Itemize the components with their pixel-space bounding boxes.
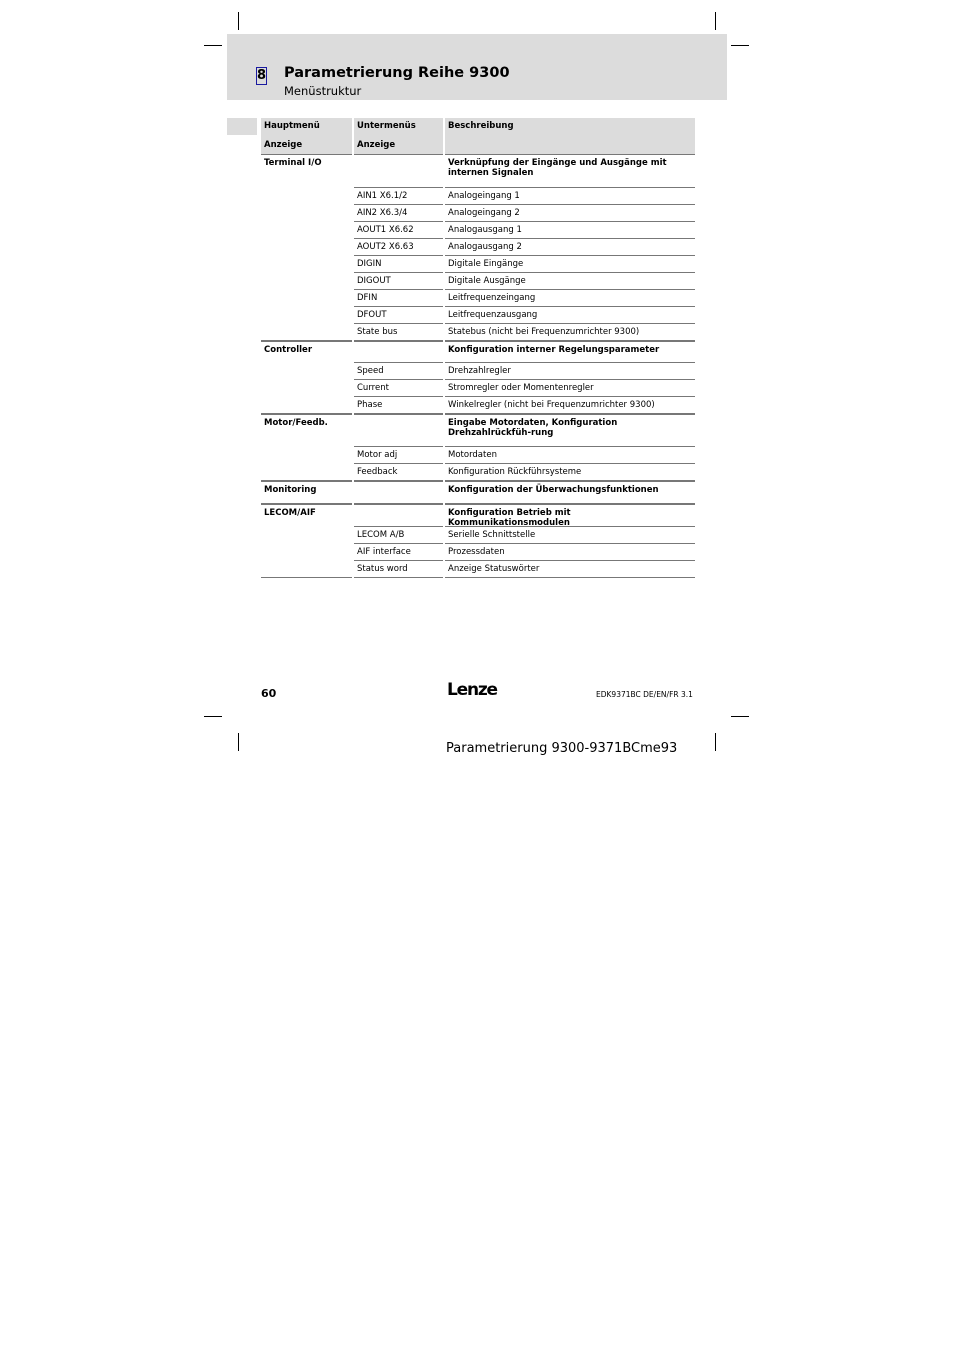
cell-description: Leitfrequenzeingang — [445, 290, 695, 307]
cell-submenu: AOUT2 X6.63 — [354, 239, 443, 256]
cell-main-menu — [261, 256, 352, 273]
table-row — [261, 222, 695, 239]
cell-description: Serielle Schnittstelle — [445, 527, 695, 544]
table-row — [261, 341, 695, 363]
table-row — [261, 307, 695, 324]
cell-description: Konfiguration der Überwachungsfunktionen — [445, 481, 695, 504]
cell-description: Anzeige Statuswörter — [445, 561, 695, 578]
cell-main-menu — [261, 273, 352, 290]
cell-description: Konfiguration Betrieb mit Kommunikationsmodulen — [445, 504, 695, 527]
table-row — [261, 290, 695, 307]
cell-main-menu: Monitoring — [261, 481, 352, 504]
document-caption: Parametrierung 9300-9371BCme93 — [446, 741, 678, 756]
cell-main-menu: Motor/Feedb. — [261, 414, 352, 447]
crop-mark-top-left-vertical — [238, 12, 239, 30]
cell-main-menu — [261, 464, 352, 481]
crop-mark-bottom-left-vertical — [238, 733, 239, 751]
table-row — [261, 464, 695, 481]
crop-mark-top-right-vertical — [715, 12, 716, 30]
crop-mark-bottom-right-horizontal — [731, 716, 749, 717]
cell-submenu: Speed — [354, 363, 443, 380]
cell-main-menu — [261, 222, 352, 239]
side-marker — [227, 118, 257, 135]
cell-description: Prozessdaten — [445, 544, 695, 561]
table-row — [261, 363, 695, 380]
cell-main-menu — [261, 205, 352, 222]
cell-description: Statebus (nicht bei Frequenzumrichter 9300) — [445, 324, 695, 341]
cell-submenu — [354, 504, 443, 527]
page-subtitle: Menüstruktur — [284, 84, 362, 98]
cell-submenu: AIF interface — [354, 544, 443, 561]
cell-main-menu: Anzeige — [261, 137, 352, 154]
cell-description: Konfiguration Rückführsysteme — [445, 464, 695, 481]
table-row — [261, 324, 695, 341]
chapter-number: 8 — [257, 68, 267, 83]
table-row — [261, 380, 695, 397]
cell-description — [445, 137, 695, 154]
cell-submenu: Feedback — [354, 464, 443, 481]
lenze-logo: Lenze — [447, 680, 497, 700]
cell-submenu — [354, 341, 443, 363]
cell-main-menu — [261, 307, 352, 324]
cell-submenu: Current — [354, 380, 443, 397]
table-header-row — [261, 118, 695, 137]
cell-main-menu — [261, 239, 352, 256]
cell-main-menu — [261, 188, 352, 205]
cell-submenu: Phase — [354, 397, 443, 414]
cell-main-menu — [261, 380, 352, 397]
cell-main-menu — [261, 527, 352, 544]
table-row — [261, 447, 695, 464]
menu-table — [261, 118, 695, 578]
crop-mark-bottom-right-vertical — [715, 733, 716, 751]
cell-submenu: DIGOUT — [354, 273, 443, 290]
cell-submenu — [354, 481, 443, 504]
table-row — [261, 188, 695, 205]
table-row — [261, 561, 695, 578]
cell-main-menu — [261, 561, 352, 578]
table-row — [261, 544, 695, 561]
table-row — [261, 256, 695, 273]
table-row — [261, 239, 695, 256]
cell-submenu: AIN2 X6.3/4 — [354, 205, 443, 222]
cell-description: Analogausgang 2 — [445, 239, 695, 256]
cell-main-menu — [261, 447, 352, 464]
cell-main-menu: Terminal I/O — [261, 154, 352, 188]
table-row — [261, 414, 695, 447]
cell-submenu: Status word — [354, 561, 443, 578]
header-sub: Untermenüs — [354, 118, 443, 137]
cell-description: Drehzahlregler — [445, 363, 695, 380]
cell-submenu: Motor adj — [354, 447, 443, 464]
cell-main-menu — [261, 363, 352, 380]
cell-description: Analogausgang 1 — [445, 222, 695, 239]
cell-description: Winkelregler (nicht bei Frequenzumrichter 9300) — [445, 397, 695, 414]
cell-description: Konfiguration interner Regelungsparameter — [445, 341, 695, 363]
crop-mark-top-right-horizontal — [731, 45, 749, 46]
cell-submenu: DFOUT — [354, 307, 443, 324]
cell-main-menu — [261, 397, 352, 414]
page-number: 60 — [261, 687, 277, 700]
cell-submenu: State bus — [354, 324, 443, 341]
cell-description: Leitfrequenzausgang — [445, 307, 695, 324]
cell-description: Analogeingang 1 — [445, 188, 695, 205]
table-row — [261, 154, 695, 188]
cell-description: Digitale Ausgänge — [445, 273, 695, 290]
cell-description: Stromregler oder Momentenregler — [445, 380, 695, 397]
document-code: EDK9371BC DE/EN/FR 3.1 — [596, 690, 693, 699]
cell-submenu: DIGIN — [354, 256, 443, 273]
cell-description: Digitale Eingänge — [445, 256, 695, 273]
header-description: Beschreibung — [445, 118, 695, 137]
cell-submenu: AOUT1 X6.62 — [354, 222, 443, 239]
table-row — [261, 527, 695, 544]
cell-submenu — [354, 414, 443, 447]
cell-main-menu: LECOM/AIF — [261, 504, 352, 527]
cell-main-menu — [261, 290, 352, 307]
header-main: Hauptmenü — [261, 118, 352, 137]
crop-mark-bottom-left-horizontal — [204, 716, 222, 717]
cell-description: Motordaten — [445, 447, 695, 464]
cell-main-menu — [261, 544, 352, 561]
cell-description: Eingabe Motordaten, Konfiguration Drehzahlrückfüh-rung — [445, 414, 695, 447]
crop-mark-top-left-horizontal — [204, 45, 222, 46]
cell-submenu: AIN1 X6.1/2 — [354, 188, 443, 205]
cell-description: Analogeingang 2 — [445, 205, 695, 222]
cell-submenu: LECOM A/B — [354, 527, 443, 544]
cell-main-menu: Controller — [261, 341, 352, 363]
table-row — [261, 481, 695, 504]
cell-submenu — [354, 154, 443, 188]
table-row — [261, 397, 695, 414]
cell-submenu: Anzeige — [354, 137, 443, 154]
table-row — [261, 137, 695, 154]
table-row — [261, 205, 695, 222]
cell-description: Verknüpfung der Eingänge und Ausgänge mit internen Signalen — [445, 154, 695, 188]
cell-main-menu — [261, 324, 352, 341]
table-row — [261, 504, 695, 527]
table-row — [261, 273, 695, 290]
cell-submenu: DFIN — [354, 290, 443, 307]
page-title: Parametrierung Reihe 9300 — [284, 65, 510, 81]
